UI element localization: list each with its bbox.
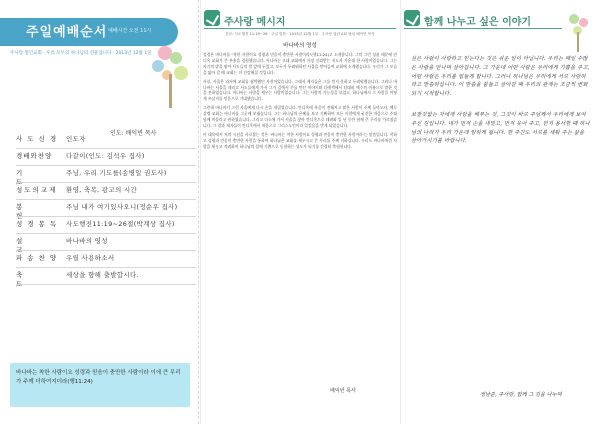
sermon-title: 바나바의 영성 <box>283 43 317 49</box>
order-item-value: 세상을 향해 출발합시다. <box>66 271 139 279</box>
sermon-paragraph: 그런데 바나바가 그런 사울에게 다시 손을 내밀었습니다. 안디옥에 복음이 전해지고 많은 사람이 주께 돌아오자, 예루살렘 교회는 바나바를 그곳에 보냈습니다. 그는 하나님의 은혜를 보고 기뻐하며 모든 사람에게 굳건한 마음으로 주와 함께 머물라고 권하였습니다. 그리고 다소에 가서 사울을 찾아 안디옥으로 데려와 일 년 동안 함께 큰 무리를 가르쳤습니다. 그 결과 제자들이 안디옥에서 처음으로 그리스도인이라 일컬음을 받게 되었습니다. <box>203 105 397 128</box>
sermon-signature: 배익빈 목사 <box>330 388 356 394</box>
order-item <box>16 219 196 236</box>
memory-verse-panel <box>10 363 190 407</box>
service-time: 예배시간 오전 11시 <box>108 28 152 34</box>
section-divider <box>404 28 562 29</box>
order-item-label: 성경봉독 <box>16 220 62 228</box>
order-item <box>16 270 196 287</box>
order-item-value: 다같이(인도: 김석우 집사) <box>66 152 145 160</box>
order-item <box>16 168 196 185</box>
sharing-paragraph: 실은 사람이 사랑하고 믿는다는 것은 쉬운 일이 아닙니다. 우리는 매일 수많은 사람을 만나며 살아갑니다. 그 가운데 어떤 사람은 우리에게 기쁨을 주고, 어떤 사람은 우리를 힘들게 합니다. 그러나 하나님은 우리에게 서로 사랑하라고 말씀하십니다. 이 말씀을 붙들고 살아갈 때 우리의 관계는 조금씩 변화되기 시작합니다. <box>411 56 590 98</box>
sermon-paragraph: 사실, 사울은 과거에 교회를 핍박했던 사람이었습니다. 그래서 제자들은 그를 믿지 못하고 두려워했습니다. 그러나 바나바는 사울을 데리고 사도들에게 가서 그가 길에서 주를 만난 이야기와 다메섹에서 담대히 예수의 이름으로 말한 것을 전하였습니다. 바나바는 사람을 세우는 사람이었습니다. 그는 사람의 가능성을 보았고, 하나님께서 그 사람을 어떻게 쓰실지를 믿음으로 기대했습니다. <box>203 78 397 102</box>
sharing-signature: 정남준, 주사랑, 함께 그 길을 나누며 <box>480 392 562 398</box>
sharing-paragraph: 보잘것없는 자에게 사랑을 베푸는 것, 그것이 바로 주님께서 우리에게 보여 주신 길입니다. 내가 먼저 손을 내밀고, 먼저 웃어 주고, 먼저 용서할 때 하나님의 나라가 우리 가운데 임하게 됩니다. 한 주간도 서로를 세워 주는 삶을 살아가시기를 바랍니다. <box>411 111 590 145</box>
order-item-value: 바나바의 영성 <box>66 237 108 245</box>
order-item <box>16 151 196 168</box>
order-item-value: 주님 내가 여기있사오니(정순우 집사) <box>66 203 178 211</box>
order-of-service-page <box>0 0 200 424</box>
preacher-label: 인도: 배익빈 목사 <box>110 130 157 137</box>
sharing-section-title: 함께 나누고 싶은 이야기 <box>424 17 532 28</box>
order-item-label: 성도의교제 <box>16 186 58 194</box>
order-item <box>16 202 196 219</box>
order-item-label: 봉헌 <box>16 203 45 220</box>
church-subtitle: 주사랑 열린교회 · 우리 모두의 하나님의 선물입니다 · 2013년 12월 1일 <box>10 51 152 56</box>
order-item-value: 환영, 축복, 광고의 시간 <box>66 186 138 194</box>
order-item-value: 주님, 우리 기도를(송병일 권도사) <box>66 169 167 177</box>
church-logo-icon <box>204 10 220 26</box>
order-item-label: 경배와찬양 <box>16 152 53 160</box>
church-logo-icon <box>404 10 420 26</box>
memory-verse: 바나바는 착한 사람이요 성령과 믿음이 충만한 사람이라 이에 큰 무리가 주께 더하여지더라(행11:24) <box>16 370 181 385</box>
fold-line <box>198 0 199 424</box>
sermon-paragraph: 성경은 바나바를 "착한 사람이요 성령과 믿음이 충만한 사람이라"(행11:24)고 소개합니다. 그의 그런 성품 때문에 안디옥 교회가 큰 부흥을 경험했습니다. 바나바는 초대 교회에서 가장 신뢰받는 지도자 가운데 한 사람이었습니다. 그는 자기의 밭을 팔아 사도들의 발 앞에 두었고, 모두가 두려워하던 사울을 받아들여 교회에 소개했습니다. 우리가 그 모습을 닮아 갈 때 교회는 더 건강해질 것입니다. <box>203 52 397 75</box>
section-divider <box>204 28 396 29</box>
order-item-label: 축도 <box>16 271 45 288</box>
tree-illustration-icon <box>565 12 597 52</box>
order-item <box>16 236 196 253</box>
tree-illustration-icon <box>150 44 192 112</box>
order-item-label: 사도신경 <box>16 135 62 143</box>
sermon-section-title: 주사랑 메시지 <box>224 17 286 28</box>
order-item <box>16 253 196 270</box>
order-of-service-list <box>16 134 196 287</box>
order-item-label: 기도 <box>16 169 45 186</box>
order-item-value: 우릴 사용하소서 <box>66 254 115 262</box>
page-title: 주일예배순서 <box>26 25 108 40</box>
sermon-paragraph: 이 대목에서 저의 시선을 사로잡는 것은 '바나바는 착한 사람이요 성령과 믿음이 충만한 사람이라'는 말씀입니다. 착하고 성령과 믿음이 충만한 사람을 통하여 하나님은 교회를 세우시고 큰 무리를 주께 더하십니다. 우리도 바나바처럼 사람을 세우고 격려하며 하나님의 일에 기쁨으로 동참하는 성도가 되기를 간절히 축원합니다. <box>203 131 397 149</box>
order-item <box>16 185 196 202</box>
order-item-value: 사도행전11:19~26절(박계상 집사) <box>66 220 175 228</box>
sermon-subtitle: 본문: 사도행전 11:19~26 · 주일 말씀 · 2013년 12월 1일 · 주사랑 열린교회 담임 배익빈 목사 <box>225 32 375 36</box>
order-item-label: 설교 <box>16 237 45 254</box>
order-item-value: 인도자 <box>66 135 86 143</box>
sharing-body <box>411 55 591 158</box>
order-item-label: 파송찬양 <box>16 254 62 262</box>
order-item <box>16 134 196 151</box>
sermon-body <box>203 52 397 153</box>
